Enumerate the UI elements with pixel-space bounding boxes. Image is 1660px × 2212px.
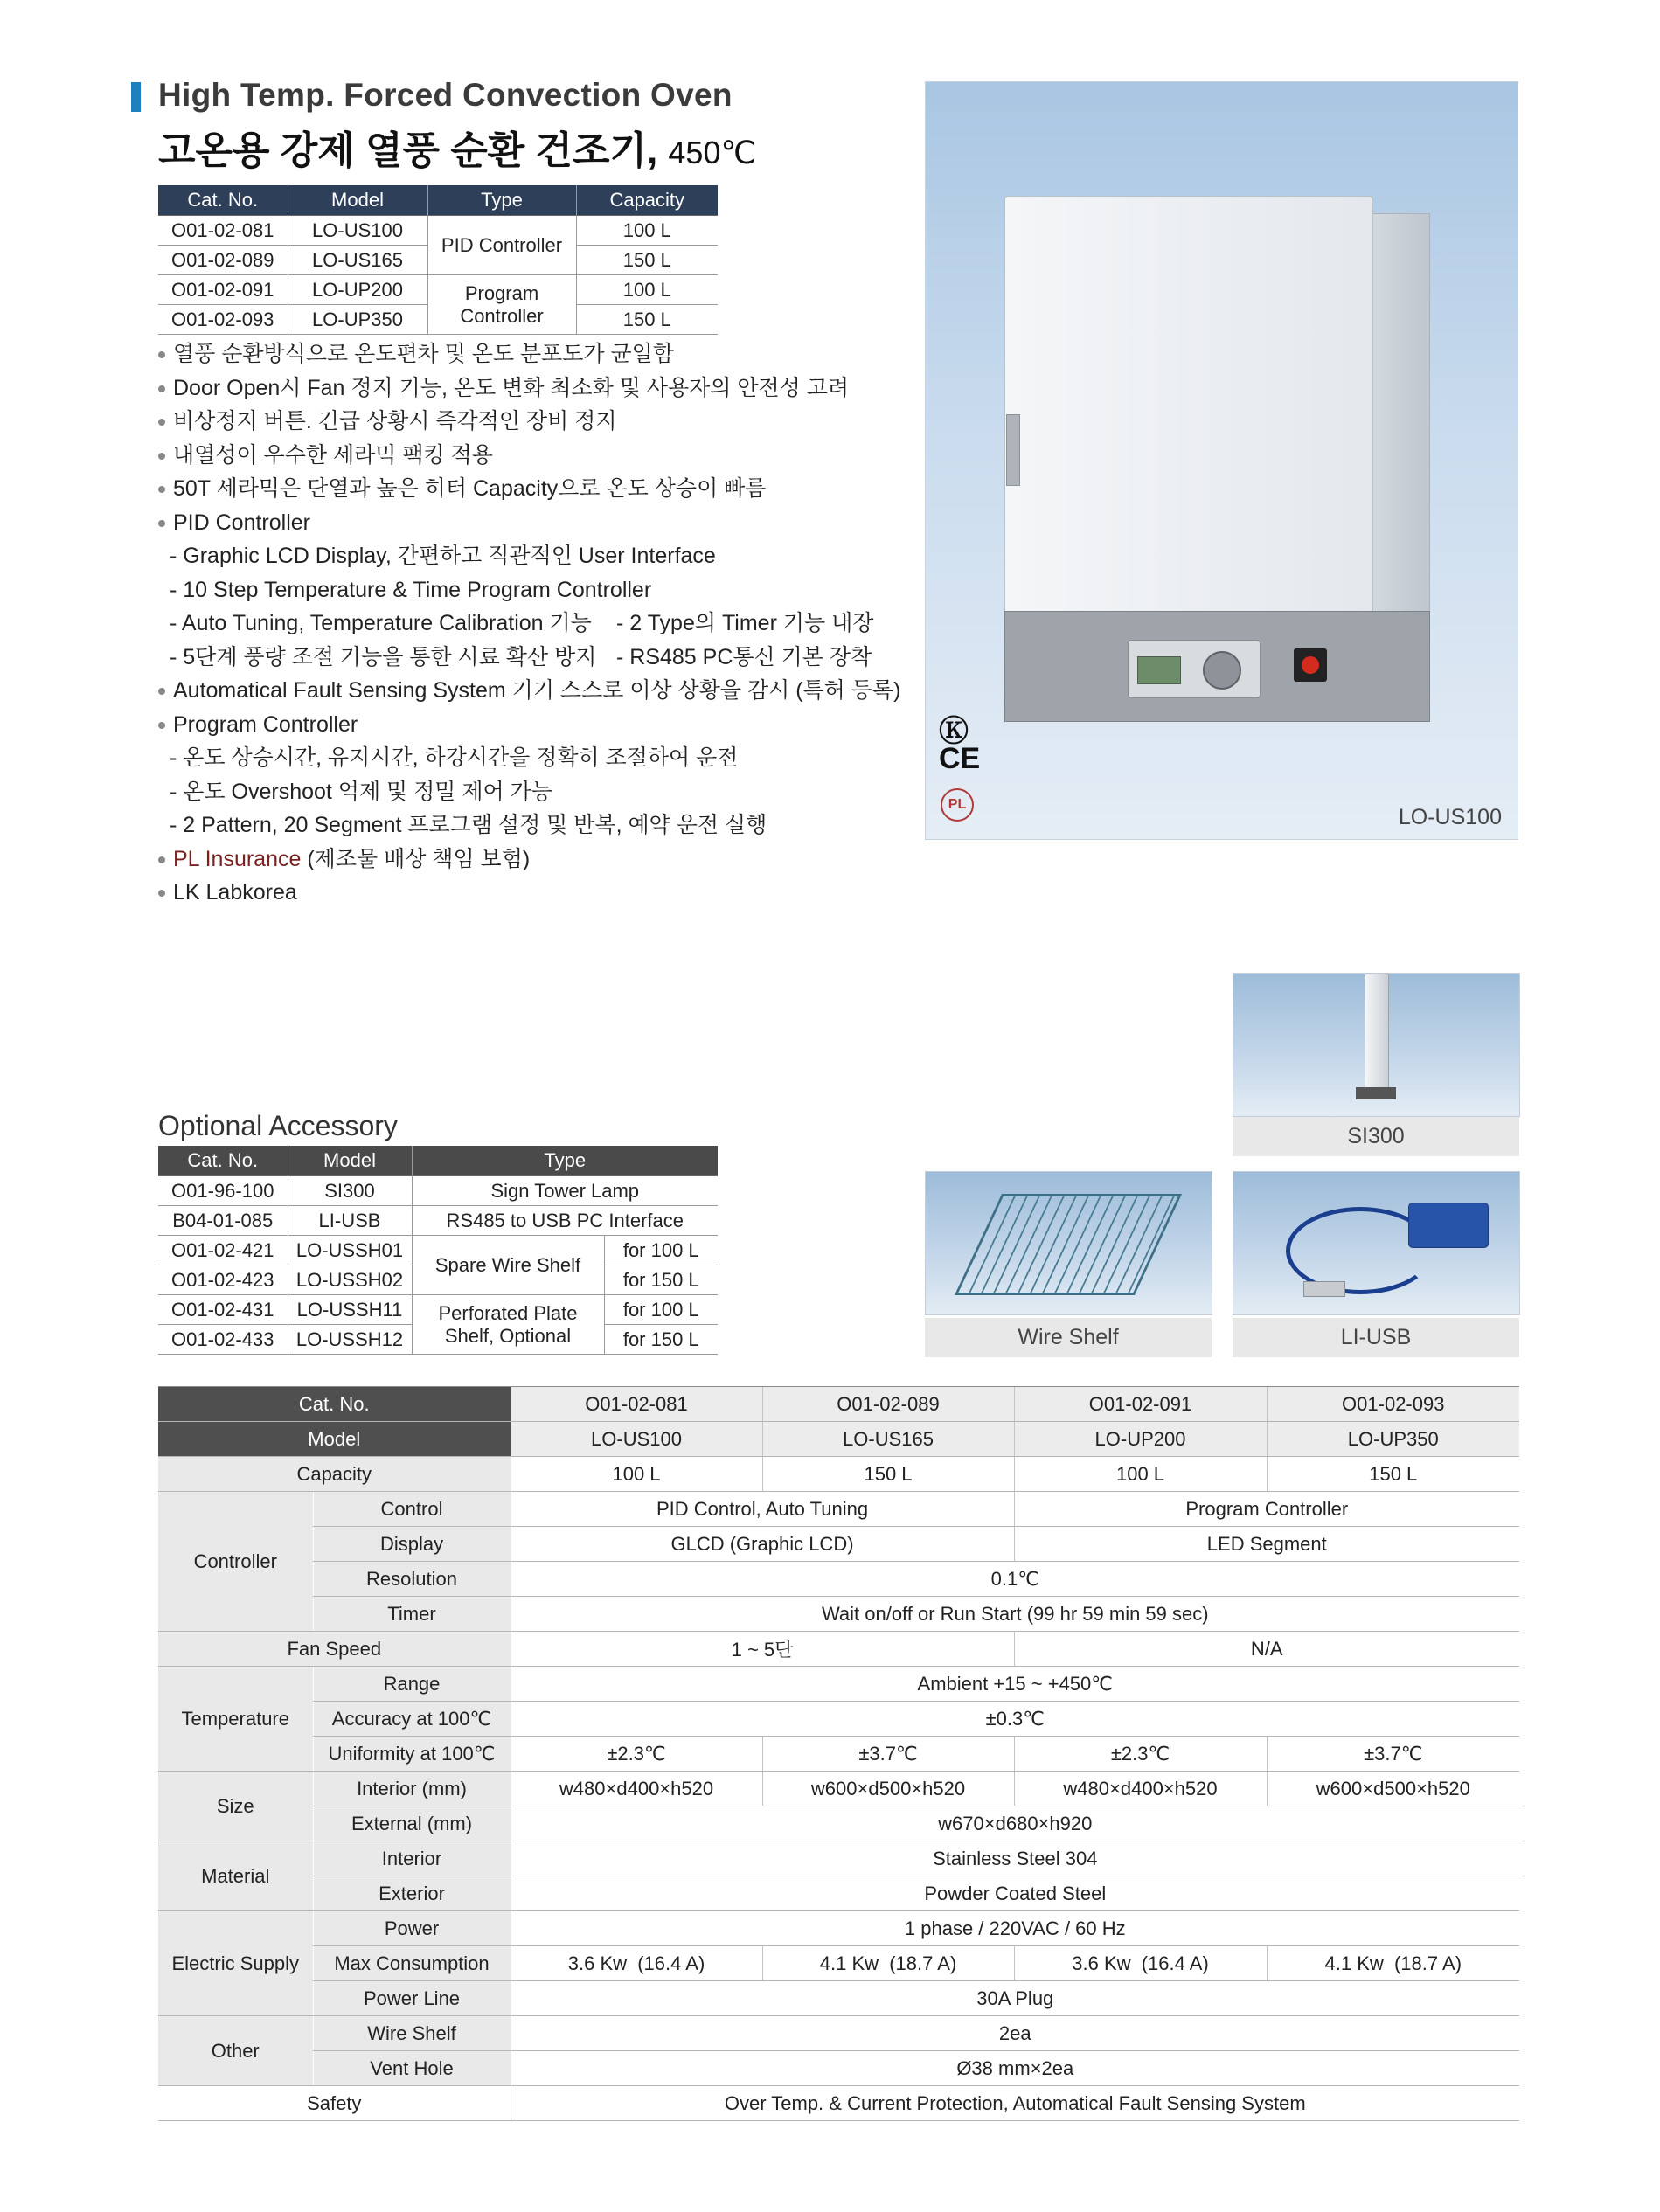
spec-value: Wait on/off or Run Start (99 hr 59 min 59 sec) <box>511 1597 1519 1632</box>
spec-label: Range <box>313 1667 511 1702</box>
spec-value: Ambient +15 ~ +450℃ <box>511 1667 1519 1702</box>
table-row <box>158 1422 1519 1457</box>
spec-value: w600×d500×h520 <box>1267 1772 1519 1806</box>
list-item-pl-insurance <box>157 843 892 877</box>
page-title-ko-text: 고온용 강제 열풍 순환 건조기, <box>158 129 658 172</box>
table-row <box>158 1772 1519 1806</box>
list-subitem-text: - Auto Tuning, Temperature Calibration 기능 <box>170 611 592 635</box>
pl-mark-icon: PL <box>941 788 974 822</box>
type: Spare Wire Shelf <box>412 1236 604 1295</box>
cat-no: O01-96-100 <box>158 1176 288 1206</box>
model: LO-US100 <box>288 216 427 246</box>
model: LO-USSH11 <box>288 1295 412 1325</box>
table-row <box>158 1841 1519 1876</box>
spec-label: External (mm) <box>313 1806 511 1841</box>
type: Program Controller <box>427 275 576 335</box>
spec-label: Wire Shelf <box>313 2016 511 2051</box>
spec-value: LED Segment <box>1014 1527 1519 1562</box>
list-subitem <box>157 641 892 675</box>
spec-label: Model <box>158 1422 511 1457</box>
spec-label: Capacity <box>158 1457 511 1492</box>
list-subitem: - 온도 Overshoot 억제 및 정밀 제어 가능 <box>170 779 552 804</box>
table-row <box>158 1295 718 1325</box>
spec-label: Cat. No. <box>158 1387 511 1422</box>
photo-label: LO-US100 <box>1398 805 1502 829</box>
model-table <box>158 185 718 335</box>
model: LO-USSH12 <box>288 1325 412 1355</box>
spec-group: Size <box>158 1772 313 1841</box>
spec-value: Stainless Steel 304 <box>511 1841 1519 1876</box>
spec-value: 0.1℃ <box>511 1562 1519 1597</box>
ce-mark-icon: CE <box>939 742 981 775</box>
spec-cat: O01-02-089 <box>762 1387 1014 1422</box>
spec-label: Power <box>313 1911 511 1946</box>
spec-value: w670×d680×h920 <box>511 1806 1519 1841</box>
spec-value: PID Control, Auto Tuning <box>511 1492 1014 1527</box>
spec-label: Display <box>313 1527 511 1562</box>
list-item: 내열성이 우수한 세라믹 팩킹 적용 <box>157 439 892 473</box>
cat-no: O01-02-093 <box>158 305 288 335</box>
spec-cat: O01-02-091 <box>1014 1387 1267 1422</box>
cat-no: O01-02-091 <box>158 275 288 305</box>
cat-no: O01-02-423 <box>158 1265 288 1295</box>
cat-no: O01-02-431 <box>158 1295 288 1325</box>
table-row <box>158 2016 1519 2051</box>
control-panel <box>1128 640 1261 698</box>
oven-base <box>1004 611 1430 722</box>
table-row <box>158 1236 718 1265</box>
model-table-header-model: Model <box>288 185 427 216</box>
table-row <box>158 275 718 305</box>
table-row <box>158 1492 1519 1527</box>
spec-value: 100 L <box>511 1457 762 1492</box>
type: Perforated Plate Shelf, Optional <box>412 1295 604 1355</box>
list-item: 열풍 순환방식으로 온도편차 및 온도 분포도가 균일함 <box>157 337 892 371</box>
spec-model: LO-UP200 <box>1014 1422 1267 1457</box>
spec-value: 4.1 Kw (18.7 A) <box>1267 1946 1519 1981</box>
model: LI-USB <box>288 1206 412 1236</box>
model-table-header-cat: Cat. No. <box>158 185 288 216</box>
spec-value: 100 L <box>1014 1457 1267 1492</box>
model: LO-US165 <box>288 246 427 275</box>
spec-label: Uniformity at 100℃ <box>313 1737 511 1772</box>
list-subitem: - Graphic LCD Display, 간편하고 직관적인 User Interface <box>170 544 716 568</box>
spec-value: 150 L <box>1267 1457 1519 1492</box>
spec-value: 30A Plug <box>511 1981 1519 2016</box>
spec-label: Fan Speed <box>158 1632 511 1667</box>
spec-cat: O01-02-081 <box>511 1387 762 1422</box>
spec-model: LO-UP350 <box>1267 1422 1519 1457</box>
title-accent-bar <box>131 82 141 112</box>
table-row <box>158 1702 1519 1737</box>
list-subitem-text-col2: - RS485 PC통신 기본 장착 <box>616 644 872 669</box>
model: SI300 <box>288 1176 412 1206</box>
spec-label: Power Line <box>313 1981 511 2016</box>
feature-list <box>157 337 901 910</box>
table-row <box>158 1946 1519 1981</box>
list-item: LK Labkorea <box>157 876 892 910</box>
usb-interface-icon <box>1408 1203 1489 1248</box>
spec-value: 3.6 Kw (16.4 A) <box>1014 1946 1267 1981</box>
si300-photo <box>1233 973 1520 1117</box>
table-row <box>158 1597 1519 1632</box>
spec-value: 1 ~ 5단 <box>511 1632 1014 1667</box>
spec-value: ±0.3℃ <box>511 1702 1519 1737</box>
table-row <box>158 1911 1519 1946</box>
list-item: PID Controller <box>157 506 892 540</box>
table-row <box>158 1667 1519 1702</box>
list-item: Automatical Fault Sensing System 기기 스스로 이상 상황을 감시 (특허 등록) <box>157 674 892 708</box>
spec-value: 3.6 Kw (16.4 A) <box>511 1946 762 1981</box>
spec-label: Exterior <box>313 1876 511 1911</box>
type: RS485 to USB PC Interface <box>412 1206 718 1236</box>
spec-value: ±3.7℃ <box>762 1737 1014 1772</box>
power-switch-light <box>1302 656 1319 674</box>
si300-caption: SI300 <box>1233 1117 1519 1156</box>
spec-value: GLCD (Graphic LCD) <box>511 1527 1014 1562</box>
spec-group: Electric Supply <box>158 1911 313 2016</box>
spec-label: Control <box>313 1492 511 1527</box>
lamp-base <box>1356 1087 1396 1099</box>
table-row <box>158 216 718 246</box>
capacity: for 100 L <box>604 1295 718 1325</box>
table-row <box>158 1981 1519 2016</box>
spec-group: Material <box>158 1841 313 1911</box>
spec-value: ±3.7℃ <box>1267 1737 1519 1772</box>
spec-cat: O01-02-093 <box>1267 1387 1519 1422</box>
spec-label: Timer <box>313 1597 511 1632</box>
table-row <box>158 1457 1519 1492</box>
table-row <box>158 1527 1519 1562</box>
model-table-header-capacity: Capacity <box>576 185 718 216</box>
page-title-temp: 450℃ <box>668 135 756 170</box>
model: LO-UP350 <box>288 305 427 335</box>
capacity: 100 L <box>576 275 718 305</box>
table-row <box>158 2086 1519 2121</box>
spec-label: Safety <box>158 2086 511 2121</box>
wire-shelf-photo <box>925 1171 1212 1315</box>
oven-latch <box>1006 414 1020 486</box>
spec-label: Max Consumption <box>313 1946 511 1981</box>
product-photo <box>925 81 1518 840</box>
spec-value: Over Temp. & Current Protection, Automatical Fault Sensing System <box>511 2086 1519 2121</box>
spec-value: 2ea <box>511 2016 1519 2051</box>
spec-value: w480×d400×h520 <box>1014 1772 1267 1806</box>
model-table-header-type: Type <box>427 185 576 216</box>
model: LO-USSH01 <box>288 1236 412 1265</box>
capacity: 100 L <box>576 216 718 246</box>
table-row <box>158 1176 718 1206</box>
kc-mark-icon: Ⓚ <box>939 715 969 748</box>
spec-model: LO-US165 <box>762 1422 1014 1457</box>
table-row <box>158 1387 1519 1422</box>
cat-no: O01-02-089 <box>158 246 288 275</box>
spec-label: Interior <box>313 1841 511 1876</box>
cat-no: O01-02-433 <box>158 1325 288 1355</box>
capacity: for 100 L <box>604 1236 718 1265</box>
list-subitem: - 2 Pattern, 20 Segment 프로그램 설정 및 반복, 예약 운전 실행 <box>170 813 767 837</box>
wire-shelf-icon <box>955 1194 1182 1295</box>
list-item: 50T 세라믹은 단열과 높은 히터 Capacity으로 온도 상승이 빠름 <box>157 472 892 506</box>
spec-value: 4.1 Kw (18.7 A) <box>762 1946 1014 1981</box>
spec-group: Controller <box>158 1492 313 1632</box>
spec-label: Resolution <box>313 1562 511 1597</box>
cat-no: O01-02-421 <box>158 1236 288 1265</box>
capacity: 150 L <box>576 305 718 335</box>
table-row <box>158 2051 1519 2086</box>
spec-model: LO-US100 <box>511 1422 762 1457</box>
spec-group: Other <box>158 2016 313 2086</box>
spec-value: Ø38 mm×2ea <box>511 2051 1519 2086</box>
cat-no: O01-02-081 <box>158 216 288 246</box>
list-subitem <box>157 607 892 641</box>
list-subitem: - 온도 상승시간, 유지시간, 하강시간을 정확히 조절하여 운전 <box>170 745 739 770</box>
spec-value: 150 L <box>762 1457 1014 1492</box>
lcd-display <box>1137 656 1181 684</box>
list-item: Door Open시 Fan 정지 기능, 온도 변화 최소화 및 사용자의 안전성 고려 <box>157 371 892 406</box>
page-title-en: High Temp. Forced Convection Oven <box>158 77 733 113</box>
list-subitem-text-col2: - 2 Type의 Timer 기능 내장 <box>616 611 874 635</box>
fan-icon <box>1203 651 1241 690</box>
page-title-ko <box>158 119 756 175</box>
accessory-table <box>158 1146 718 1355</box>
power-switch <box>1294 648 1327 682</box>
model: LO-USSH02 <box>288 1265 412 1295</box>
sign-tower-lamp-icon <box>1365 974 1389 1093</box>
spec-label: Interior (mm) <box>313 1772 511 1806</box>
spec-label: Accuracy at 100℃ <box>313 1702 511 1737</box>
spec-label: Vent Hole <box>313 2051 511 2086</box>
capacity: 150 L <box>576 246 718 275</box>
pl-insurance-ko: (제조물 배상 책임 보험) <box>307 846 531 871</box>
li-usb-photo <box>1233 1171 1520 1315</box>
type: Sign Tower Lamp <box>412 1176 718 1206</box>
cat-no: B04-01-085 <box>158 1206 288 1236</box>
capacity: for 150 L <box>604 1265 718 1295</box>
list-item: Program Controller <box>157 708 892 742</box>
spec-value: w600×d500×h520 <box>762 1772 1014 1806</box>
spec-value: Powder Coated Steel <box>511 1876 1519 1911</box>
spec-value: N/A <box>1014 1632 1519 1667</box>
table-row <box>158 1632 1519 1667</box>
acc-header-cat: Cat. No. <box>158 1146 288 1176</box>
usb-plug-icon <box>1303 1281 1345 1297</box>
spec-group: Temperature <box>158 1667 313 1772</box>
pl-insurance-label: PL Insurance <box>173 846 302 871</box>
acc-header-model: Model <box>288 1146 412 1176</box>
list-subitem-text: - 5단계 풍량 조절 기능을 통한 시료 확산 방지 <box>170 644 597 669</box>
table-row <box>158 1206 718 1236</box>
spec-value: w480×d400×h520 <box>511 1772 762 1806</box>
list-item: 비상정지 버튼. 긴급 상황시 즉각적인 장비 정지 <box>157 405 892 439</box>
table-row <box>158 1806 1519 1841</box>
li-usb-caption: LI-USB <box>1233 1318 1519 1357</box>
type: PID Controller <box>427 216 576 275</box>
spec-value: Program Controller <box>1014 1492 1519 1527</box>
list-subitem: - 10 Step Temperature & Time Program Controller <box>170 577 652 602</box>
table-row <box>158 1737 1519 1772</box>
capacity: for 150 L <box>604 1325 718 1355</box>
table-row <box>158 1876 1519 1911</box>
spec-value: 1 phase / 220VAC / 60 Hz <box>511 1911 1519 1946</box>
model: LO-UP200 <box>288 275 427 305</box>
spec-value: ±2.3℃ <box>1014 1737 1267 1772</box>
acc-header-type: Type <box>412 1146 718 1176</box>
accessory-title: Optional Accessory <box>158 1110 398 1141</box>
wire-shelf-caption: Wire Shelf <box>925 1318 1212 1357</box>
table-row <box>158 1562 1519 1597</box>
spec-value: ±2.3℃ <box>511 1737 762 1772</box>
spec-table <box>158 1386 1519 2121</box>
